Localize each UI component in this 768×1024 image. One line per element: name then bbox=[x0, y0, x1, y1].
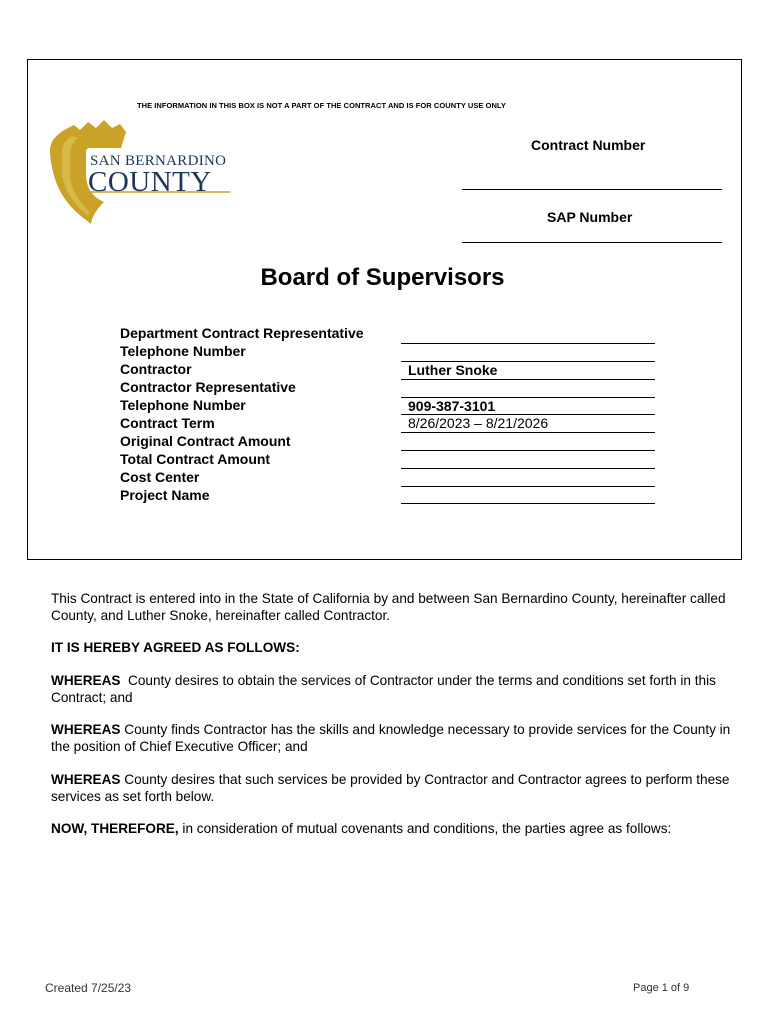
field-label-cost-center: Cost Center bbox=[120, 469, 200, 485]
contract-number-field[interactable] bbox=[462, 189, 722, 190]
field-line-dept-contract-rep[interactable] bbox=[401, 343, 655, 344]
whereas-2-lead: WHEREAS bbox=[51, 722, 121, 737]
agreed-heading: IT IS HEREBY AGREED AS FOLLOWS: bbox=[51, 640, 300, 655]
board-title-text: Board of Supervisors bbox=[260, 264, 505, 291]
field-label-telephone-1: Telephone Number bbox=[120, 343, 246, 359]
board-title bbox=[0, 264, 768, 292]
sap-number-label: SAP Number bbox=[547, 209, 633, 225]
footer-page-number: Page 1 of 9 bbox=[633, 982, 690, 994]
field-line-total-amount[interactable] bbox=[401, 468, 655, 469]
field-label-contractor: Contractor bbox=[120, 361, 192, 377]
field-line-project-name[interactable] bbox=[401, 503, 655, 504]
field-line-original-amount[interactable] bbox=[401, 450, 655, 451]
whereas-3-text: County desires that such services be provided by Contractor and Contractor agrees to perform these services as set forth below. bbox=[51, 772, 734, 804]
now-therefore-text: in consideration of mutual covenants and conditions, the parties agree as follows: bbox=[178, 821, 672, 836]
county-use-notice: THE INFORMATION IN THIS BOX IS NOT A PART OF THE CONTRACT AND IS FOR COUNTY USE ONLY bbox=[137, 101, 506, 110]
now-therefore-paragraph bbox=[51, 821, 741, 838]
logo-text-san-bernardino: SAN BERNARDINO bbox=[90, 153, 227, 169]
footer-created-date: Created 7/25/23 bbox=[45, 981, 132, 995]
field-label-contract-term: Contract Term bbox=[120, 415, 215, 431]
field-value-contractor: Luther Snoke bbox=[408, 362, 498, 378]
field-label-original-amount: Original Contract Amount bbox=[120, 433, 291, 449]
field-value-telephone-2: 909-387-3101 bbox=[408, 398, 496, 414]
whereas-paragraph-1 bbox=[51, 673, 741, 706]
field-line-cost-center[interactable] bbox=[401, 486, 655, 487]
intro-paragraph: This Contract is entered into in the State of California by and between San Bernardino County, hereinafter called County, and Luther Snoke, hereinafter called Contractor. bbox=[51, 591, 726, 623]
now-therefore-lead: NOW, THEREFORE, bbox=[51, 821, 179, 836]
field-label-contractor-rep: Contractor Representative bbox=[120, 379, 296, 395]
whereas-3-lead: WHEREAS bbox=[51, 772, 121, 787]
field-value-contract-term: 8/26/2023 – 8/21/2026 bbox=[408, 415, 549, 431]
field-label-telephone-2: Telephone Number bbox=[120, 397, 246, 413]
whereas-1-text: County desires to obtain the services of Contractor under the terms and conditions set forth in this Contract; and bbox=[51, 673, 720, 705]
field-label-total-amount: Total Contract Amount bbox=[120, 451, 271, 467]
contract-number-label: Contract Number bbox=[531, 137, 646, 153]
whereas-paragraph-2 bbox=[51, 722, 741, 755]
logo-text-county: COUNTY bbox=[88, 166, 212, 198]
whereas-1-lead: WHEREAS bbox=[51, 673, 121, 688]
field-line-contract-term[interactable] bbox=[401, 432, 655, 433]
sap-number-field[interactable] bbox=[462, 242, 722, 243]
field-line-contractor[interactable] bbox=[401, 379, 655, 380]
field-label-dept-contract-rep: Department Contract Representative bbox=[120, 325, 364, 341]
whereas-paragraph-3 bbox=[51, 772, 741, 805]
whereas-2-text: County finds Contractor has the skills and knowledge necessary to provide services for the County in the position of Chief Executive Officer; and bbox=[51, 722, 735, 754]
field-label-project-name: Project Name bbox=[120, 487, 210, 503]
